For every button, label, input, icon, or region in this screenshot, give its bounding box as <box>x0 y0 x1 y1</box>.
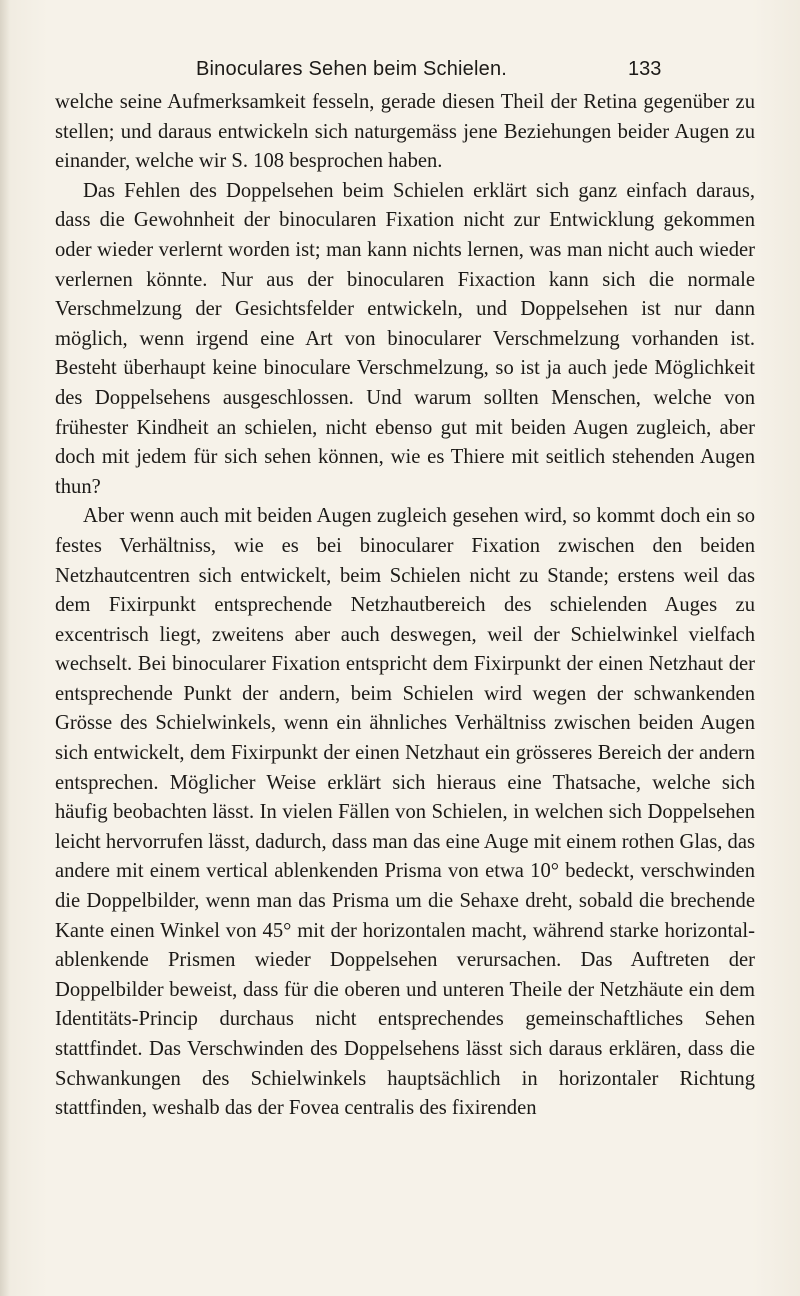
paragraph-2: Das Fehlen des Doppelsehen beim Schielen erklärt sich ganz einfach daraus, dass die Gewohnheit der binocularen Fixation nicht zur Entwicklung gekommen oder wieder verlernt worden ist; man kann nichts lernen, was man nicht auch wieder verlernen könnte. Nur aus der binocularen Fixaction kann sich die normale Verschmelzung der Gesichtsfelder entwickeln, und Doppelsehen ist nur dann möglich, wenn irgend eine Art von binocularer Verschmelzung vorhanden ist. Besteht überhaupt keine binoculare Verschmelzung, so ist ja auch jede Möglichkeit des Doppelsehens ausgeschlossen. Und warum sollten Menschen, welche von frühester Kindheit an schielen, nicht ebenso gut mit beiden Augen zugleich, aber doch mit jedem für sich sehen können, wie es Thiere mit seitlich stehenden Augen thun? <box>55 179 755 498</box>
running-title: Binoculares Sehen beim Schielen. <box>196 58 508 80</box>
gutter-shadow <box>0 0 10 1296</box>
paragraph-1: welche seine Aufmerksamkeit fesseln, gerade diesen Theil der Retina gegenüber zu stellen; und daraus entwickeln sich naturgemäss jene Beziehungen beider Augen zu einander, welche wir S. 108 besprochen haben. <box>55 91 755 173</box>
page-number: 133 <box>628 58 662 80</box>
body-text <box>55 88 755 1124</box>
paragraph-3: Aber wenn auch mit beiden Augen zugleich gesehen wird, so kommt doch ein so festes Verhältniss, wie es bei binocularer Fixation zwischen den beiden Netzhautcentren sich entwickelt, beim Schielen nicht zu Stande; erstens weil das dem Fixirpunkt entsprechende Netzhautbereich des schielenden Auges zu excentrisch liegt, zweitens aber auch deswegen, weil der Schielwinkel vielfach wechselt. Bei binocularer Fixation entspricht dem Fixirpunkt der einen Netzhaut der entsprechende Punkt der andern, beim Schielen wird wegen der schwankenden Grösse des Schielwinkels, wenn ein ähnliches Verhältniss zwischen beiden Augen sich entwickelt, dem Fixirpunkt der einen Netzhaut ein grösseres Bereich der andern entsprechen. Möglicher Weise erklärt sich hieraus eine Thatsache, welche sich häufig beobachten lässt. In vielen Fällen von Schielen, in welchen sich Doppelsehen leicht hervorrufen lässt, dadurch, dass man das eine Auge mit einem rothen Glas, das andere mit einem vertical ablenkenden Prisma von etwa 10° bedeckt, verschwinden die Doppelbilder, wenn man das Prisma um die Sehaxe dreht, sobald die brechende Kante einen Winkel von 45° mit der horizontalen macht, während starke horizontal-ablenkende Prismen wieder Doppelsehen verursachen. Das Auftreten der Doppelbilder beweist, dass für die oberen und unteren Theile der Netzhäute ein dem Identitäts-Princip durchaus nicht entsprechendes gemeinschaftliches Sehen stattfindet. Das Verschwinden des Doppelsehens lässt sich daraus erklären, dass die Schwankungen des Schielwinkels hauptsächlich in horizontaler Richtung stattfinden, weshalb das der Fovea centralis des fixirenden <box>55 505 755 1120</box>
